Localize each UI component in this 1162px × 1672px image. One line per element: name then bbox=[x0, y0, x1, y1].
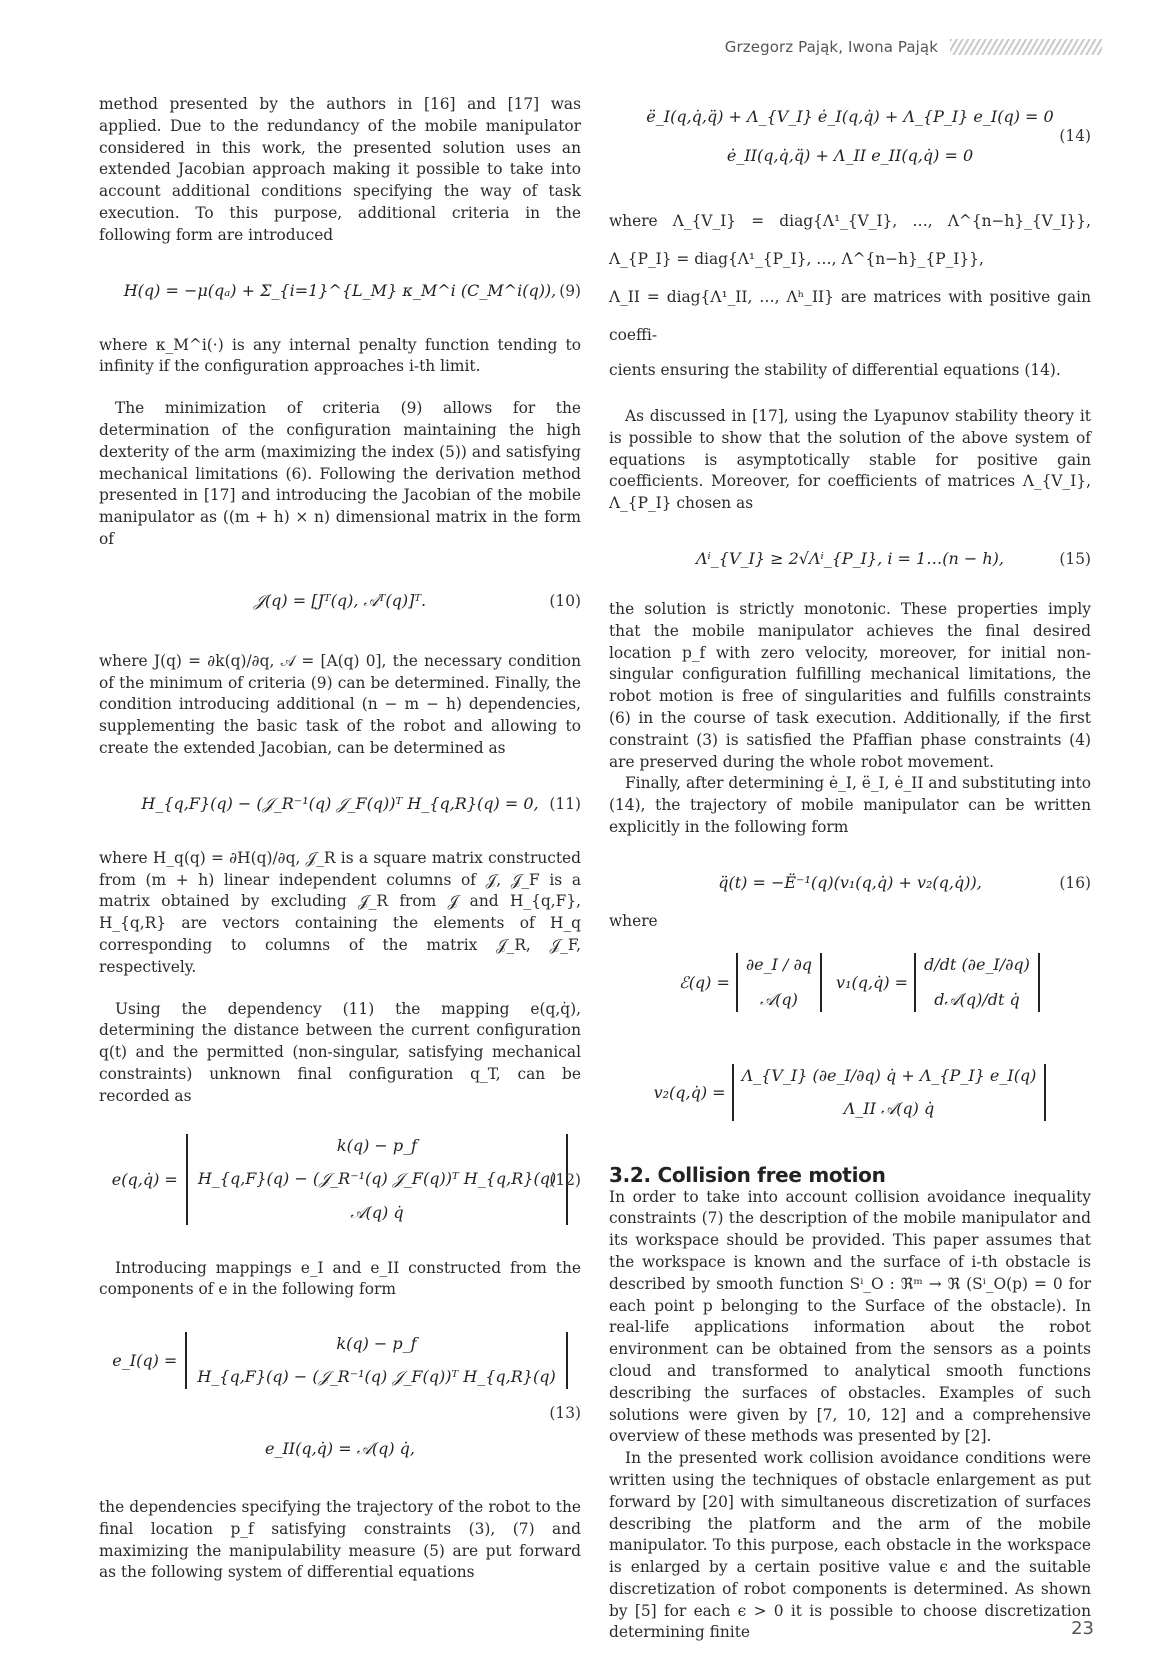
matrix bbox=[914, 953, 1040, 1012]
header-authors: Grzegorz Pająk, Iwona Pająk bbox=[724, 38, 938, 56]
matrix-row: k(q) − p_f bbox=[336, 1333, 417, 1353]
equation-9 bbox=[99, 271, 581, 311]
matrix-row: Λ_{V_I} (∂e_I/∂q) q̇ + Λ_{P_I} e_I(q) bbox=[741, 1066, 1037, 1086]
paragraph: In the presented work collision avoidance conditions were written using the techniques of obstacle enlargement as put forward by [20] with simultaneous discretization of surfaces describing the platform and the arm of the mobile manipulator. To this purpose, each obstacle in the workspace is enlarged by a certain positive value ϵ and the suitable discretization of robot components is determined. As shown by [5] for each ϵ > 0 it is possible to choose discretization determining finite bbox=[609, 1449, 1091, 1642]
paragraph: As discussed in [17], using the Lyapunov stability theory it is possible to show that the solution of the above system of equations is asymptotically stable for positive gain coefficients. Moreover, for coefficients of matrices Λ_{V_I}, Λ_{P_I} chosen as bbox=[609, 407, 1091, 513]
equation-body: 𝒥(q) = [Jᵀ(q), 𝒜ᵀ(q)]ᵀ. bbox=[253, 590, 427, 610]
equation-lhs: e(q,q̇) = bbox=[111, 1170, 178, 1189]
paragraph: where Λ_{V_I} = diag{Λ¹_{V_I}, …, Λ^{n−h}_{V_I}}, Λ_{P_I} = diag{Λ¹_{P_I}, …, Λ^{n−h}_{P_I}}, bbox=[609, 212, 1091, 268]
paragraph: Finally, after determining ė_I, ë_I, ė_II and substituting into (14), the trajectory of mobile manipulator can be written explicitly in the following form bbox=[609, 774, 1091, 836]
paragraph: where bbox=[609, 911, 658, 930]
page-number: 23 bbox=[1071, 1618, 1094, 1639]
equation-body: H(q) = −μ(qₐ) + Σ_{i=1}^{L_M} κ_M^i (C_M^i(q)), bbox=[123, 281, 557, 301]
matrix bbox=[186, 1134, 568, 1225]
equation-body: Λⁱ_{V_I} ≥ 2√Λⁱ_{P_I}, i = 1…(n − h), bbox=[696, 549, 1004, 569]
equation-13-number-row bbox=[99, 1395, 581, 1431]
equation-15 bbox=[609, 539, 1091, 579]
matrix-row: k(q) − p_f bbox=[336, 1136, 418, 1155]
equation-body: e_II(q,q̇) = 𝒜(q) q̇, bbox=[264, 1439, 416, 1459]
paragraph: Using the dependency (11) the mapping e(q,q̇), determining the distance between the current configuration q(t) and the permitted (non-singular, satisfying mechanical constraints) unknown final configuration q_T, can be recorded as bbox=[99, 999, 581, 1105]
matrix-row: Λ_II 𝒜(q) q̇ bbox=[843, 1099, 935, 1119]
section-heading: 3.2. Collision free motion bbox=[609, 1162, 886, 1187]
matrix-row: d𝒜(q)/dt q̇ bbox=[934, 990, 1020, 1010]
paragraph: In order to take into account collision avoidance inequality constraints (7) the description of the mobile manipulator and its workspace should be provided. This paper assumes that the workspace is known and the surface of i-th obstacle is described by smooth function Sⁱ_O : ℜᵐ → ℜ (Sⁱ_O(p) = 0 for each point p belonging to the Surface of the obstacle). In real-life applications information about the robot environment can be obtained from the sensors as a points cloud and transformed to analytical smooth functions describing the surfaces of obstacles. Examples of such solutions were given by [7, 10, 12] and a comprehensive overview of these methods was presented by [2]. bbox=[609, 1187, 1091, 1446]
equation-number: (16) bbox=[1059, 873, 1091, 892]
equation-10 bbox=[99, 581, 581, 621]
paragraph: cients ensuring the stability of differential equations (14). bbox=[609, 361, 1061, 379]
equation-line: ë_I(q,q̇,q̈) + Λ_{V_I} ė_I(q,q̇) + Λ_{P_I} e_I(q) = 0 bbox=[646, 107, 1054, 126]
matrix bbox=[736, 953, 822, 1012]
right-column bbox=[609, 94, 1091, 1644]
equation-lhs: e_I(q) = bbox=[112, 1350, 178, 1370]
equation-number: (14) bbox=[1059, 127, 1091, 145]
matrix-row: H_{q,F}(q) − (𝒥_R⁻¹(q) 𝒥_F(q))ᵀ H_{q,R}(q) bbox=[197, 1366, 556, 1386]
equation-E-v1 bbox=[609, 933, 1091, 1033]
matrix-row: d/dt (∂e_I/∂q) bbox=[924, 955, 1030, 975]
equation-number: (12) bbox=[549, 1170, 581, 1189]
equation-body: H_{q,F}(q) − (𝒥_R⁻¹(q) 𝒥_F(q))ᵀ H_{q,R}(q) = 0, bbox=[141, 793, 539, 813]
paragraph: The minimization of criteria (9) allows for the determination of the configuration maintaining the high dexterity of the arm (maximizing the index (5)) and satisfying mechanical limitations (6). Following the derivation method presented in [17] and introducing the Jacobian of the mobile manipulator as ((m + h) × n) dimensional matrix in the form of bbox=[99, 399, 581, 548]
paragraph: Introducing mappings e_I and e_II constructed from the components of e in the following form bbox=[99, 1258, 581, 1299]
equation-16 bbox=[609, 863, 1091, 903]
equation-number: (10) bbox=[549, 591, 581, 610]
equation-lhs: v₂(q,q̇) = bbox=[653, 1083, 726, 1103]
equation-12 bbox=[99, 1132, 581, 1228]
equation-14 bbox=[609, 94, 1091, 178]
equation-11 bbox=[99, 784, 581, 824]
matrix bbox=[185, 1332, 567, 1389]
equation-13b bbox=[99, 1431, 581, 1467]
equation-number: (15) bbox=[1059, 549, 1091, 568]
paragraph: where κ_M^i(·) is any internal penalty function tending to infinity if the configuration approaches i-th limit. bbox=[99, 335, 581, 376]
equation-body: q̈(t) = −Ë⁻¹(q)(v₁(q,q̇) + v₂(q,q̇)), bbox=[718, 873, 982, 893]
equation-13a bbox=[99, 1325, 581, 1395]
paragraph: method presented by the authors in [16] and [17] was applied. Due to the redundancy of the mobile manipulator considered in this work, the presented solution uses an extended Jacobian approach making it possible to take into account additional conditions specifying the way of task execution. To this purpose, additional criteria in the following form are introduced bbox=[99, 95, 581, 244]
matrix bbox=[732, 1064, 1047, 1121]
paragraph: where H_q(q) = ∂H(q)/∂q, 𝒥_R is a square matrix constructed from (m + h) linear independent columns of 𝒥, 𝒥_F is a matrix obtained by excluding 𝒥_R from 𝒥 and H_{q,F}, H_{q,R} are vectors containing the elements of H_q corresponding to columns of the matrix 𝒥_R, 𝒥_F, respectively. bbox=[99, 848, 581, 976]
equation-lhs: ℰ(q) = bbox=[679, 973, 730, 993]
running-header bbox=[725, 38, 1102, 56]
paragraph: Λ_II = diag{Λ¹_II, …, Λʰ_II} are matrices with positive gain coeffi- bbox=[609, 288, 1091, 344]
equation-v2 bbox=[609, 1053, 1091, 1133]
equation-lhs: v₁(q,q̇) = bbox=[836, 973, 909, 993]
equation-number: (11) bbox=[549, 794, 581, 813]
matrix-row: 𝒜(q) bbox=[760, 990, 798, 1010]
matrix-row: ∂e_I / ∂q bbox=[745, 955, 813, 975]
equation-number: (13) bbox=[549, 1404, 581, 1423]
header-hatch-decoration bbox=[950, 39, 1102, 55]
paragraph: the solution is strictly monotonic. These properties imply that the mobile manipulator achieves the final desired location p_f with zero velocity, moreover, for initial non-singular configuration fulfilling mechanical limitations, the robot motion is free of singularities and fulfills constraints (6) in the course of task execution. Additionally, if the first constraint (3) is satisfied the Pfaffian phase constraints (4) are preserved during the whole robot movement. bbox=[609, 599, 1091, 771]
paragraph: where J(q) = ∂k(q)/∂q, 𝒜 = [A(q) 0], the necessary condition of the minimum of criteria (9) can be determined. Finally, the condition introducing additional (n − m − h) dependencies, supplementing the basic task of the robot and allowing to create the extended Jacobian, can be determined as bbox=[99, 651, 581, 757]
equation-number: (9) bbox=[559, 281, 581, 300]
left-column bbox=[99, 94, 581, 1584]
matrix-row: 𝒜(q) q̇ bbox=[350, 1203, 404, 1222]
paragraph: the dependencies specifying the trajectory of the robot to the final location p_f satisfying constraints (3), (7) and maximizing the manipulability measure (5) are put forward as the following system of differential equations bbox=[99, 1498, 581, 1582]
equation-line: ė_II(q,q̇,q̈) + Λ_II e_II(q,q̇) = 0 bbox=[726, 146, 974, 165]
matrix-row: H_{q,F}(q) − (𝒥_R⁻¹(q) 𝒥_F(q))ᵀ H_{q,R}(q) bbox=[197, 1169, 557, 1188]
